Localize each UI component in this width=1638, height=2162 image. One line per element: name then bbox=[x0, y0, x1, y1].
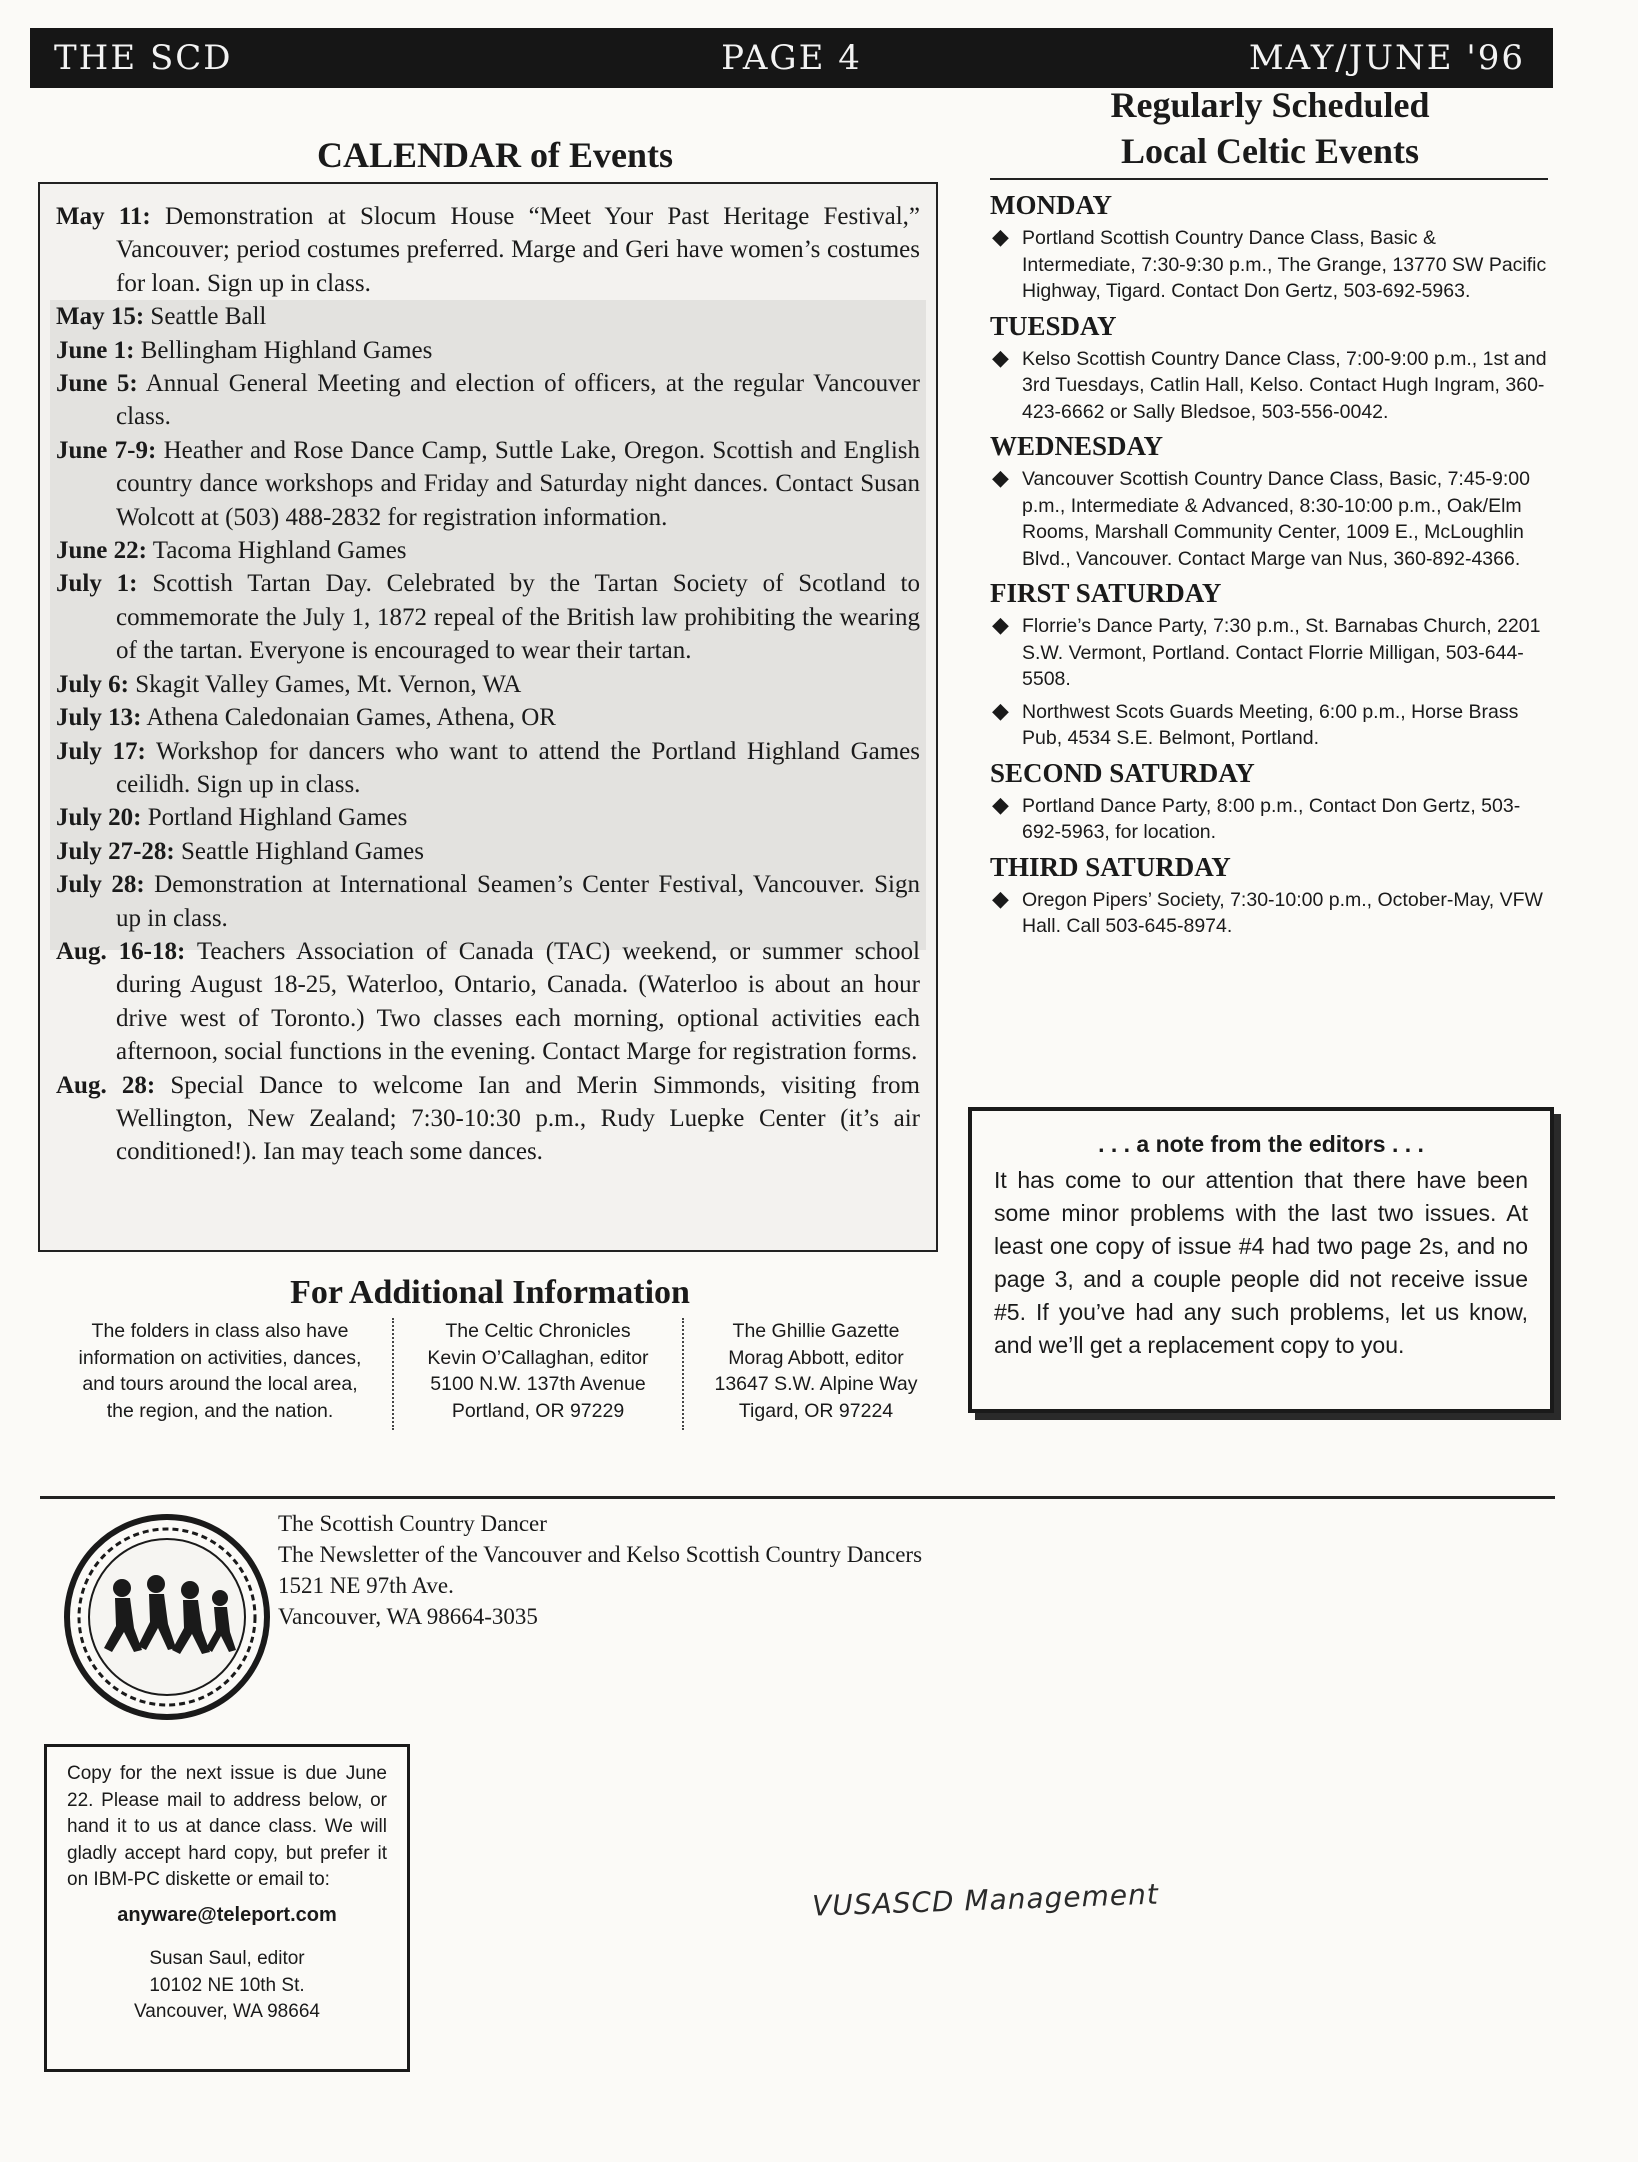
event-date: July 6: bbox=[56, 670, 129, 698]
section-divider bbox=[40, 1496, 1555, 1499]
event-date: Aug. 16-18: bbox=[56, 937, 186, 965]
dotted-divider bbox=[682, 1318, 684, 1430]
address-line: Vancouver, WA 98664 bbox=[134, 2001, 320, 2022]
calendar-event bbox=[56, 835, 920, 868]
day-heading-monday: MONDAY bbox=[990, 190, 1113, 220]
regular-event-text: Vancouver Scottish Country Dance Class, Basic, 7:45-9:00 p.m., Intermediate & Advanced, 8:30-10:00 p.m., Oak/Elm Rooms, Marshall Community Center, 1009 E., McLoughlin Blvd., Vancouver. Contact Marge van Nus, 360-892-4366. bbox=[1022, 468, 1530, 570]
regular-event-item bbox=[990, 699, 1550, 752]
masthead-line: The Scottish Country Dancer bbox=[278, 1511, 547, 1536]
day-heading-third-saturday: THIRD SATURDAY bbox=[990, 851, 1231, 882]
address-line: Susan Saul, editor bbox=[149, 1948, 305, 1969]
day-heading-first-saturday: FIRST SATURDAY bbox=[990, 578, 1222, 608]
calendar-event bbox=[56, 801, 920, 834]
calendar-event bbox=[56, 200, 920, 300]
event-text: Demonstration at International Seamen’s Center Festival, Vancouver. Sign up in class. bbox=[116, 871, 920, 932]
regular-event-text: Portland Scottish Country Dance Class, Basic & Intermediate, 7:30-9:30 p.m., The Grange, 13770 SW Pacific Highway, Tigard. Contact Don Gertz, 503-692-5963. bbox=[1022, 227, 1547, 302]
diamond-bullet-icon: ◆ bbox=[992, 224, 1009, 249]
regular-event-text: Florrie’s Dance Party, 7:30 p.m., St. Barnabas Church, 2201 S.W. Vermont, Portland. Contact Florrie Milligan, 503-644-5508. bbox=[1022, 615, 1541, 690]
event-text: Annual General Meeting and election of officers, at the regular Vancouver class. bbox=[116, 370, 920, 431]
regular-events-rule bbox=[990, 178, 1548, 180]
event-text: Bellingham Highland Games bbox=[140, 336, 433, 364]
event-text: Teachers Association of Canada (TAC) weekend, or summer school during August 18-25, Waterloo, Ontario, Canada. (Waterloo is about an hour drive west of Toronto.) Two classes each morning, optional activities each afternoon, social functions in the evening. Contact Marge for registration forms. bbox=[116, 937, 920, 1066]
newsletter-masthead bbox=[278, 1508, 1158, 1632]
calendar-title: CALENDAR of Events bbox=[316, 135, 673, 175]
regular-event-item bbox=[990, 887, 1550, 940]
event-date: July 17: bbox=[56, 737, 146, 765]
regular-event-text: Kelso Scottish Country Dance Class, 7:00-9:00 p.m., 1st and 3rd Tuesdays, Catlin Hall, Kelso. Contact Hugh Ingram, 360-423-6662 or Sally Bledsoe, 503-556-0042. bbox=[1022, 347, 1547, 423]
info-line: Portland, OR 97229 bbox=[451, 1399, 625, 1422]
diamond-bullet-icon: ◆ bbox=[992, 344, 1009, 370]
event-date: May 11: bbox=[56, 203, 151, 230]
dotted-divider bbox=[392, 1318, 394, 1430]
event-text: Seattle Ball bbox=[150, 303, 267, 331]
calendar-event bbox=[56, 735, 920, 802]
info-line: the region, and the nation. bbox=[106, 1399, 334, 1422]
info-line: information on activities, dances, bbox=[78, 1346, 362, 1369]
event-text: Demonstration at Slocum House “Meet Your Past Heritage Festival,” Vancouver; period costumes preferred. Marge and Geri have women’s costumes for loan. Sign up in class. bbox=[116, 203, 921, 297]
regular-event-item bbox=[990, 793, 1550, 846]
info-ghillie-gazette-column bbox=[686, 1318, 946, 1424]
handwritten-annotation: VUSASCD Management bbox=[811, 1877, 1160, 1923]
info-line: The folders in class also have bbox=[91, 1320, 349, 1342]
regular-event-text: Northwest Scots Guards Meeting, 6:00 p.m., Horse Brass Pub, 4534 S.E. Belmont, Portland. bbox=[1022, 700, 1519, 749]
event-date: July 28: bbox=[56, 871, 145, 899]
regular-event-text: Oregon Pipers’ Society, 7:30-10:00 p.m., October-May, VFW Hall. Call 503-645-8974. bbox=[1022, 888, 1543, 937]
editor-address bbox=[67, 1946, 387, 2026]
regular-events-title-line1: Regularly Scheduled bbox=[1110, 85, 1430, 125]
diamond-bullet-icon: ◆ bbox=[992, 697, 1009, 723]
event-text: Heather and Rose Dance Camp, Suttle Lake, Oregon. Scottish and English country dance workshops and Friday and Saturday night dances. Contact Susan Wolcott at (503) 488-2832 for registration information. bbox=[116, 436, 920, 531]
regular-event-item bbox=[990, 346, 1550, 426]
calendar-event bbox=[56, 334, 920, 367]
calendar-event-list bbox=[56, 200, 920, 1169]
diamond-bullet-icon: ◆ bbox=[992, 791, 1009, 817]
regular-event-text: Portland Dance Party, 8:00 p.m., Contact Don Gertz, 503-692-5963, for location. bbox=[1022, 794, 1521, 843]
submission-text: Copy for the next issue is due June 22. Please mail to address below, or hand it to us at dance class. We will gladly accept hard copy, but prefer it on IBM-PC diskette or email to: bbox=[67, 1763, 387, 1890]
event-date: July 20: bbox=[56, 804, 142, 832]
regular-event-item bbox=[990, 613, 1550, 693]
address-line: 10102 NE 10th St. bbox=[149, 1974, 305, 1996]
event-date: June 5: bbox=[56, 370, 138, 398]
regular-events-title bbox=[990, 82, 1550, 174]
event-date: June 22: bbox=[56, 537, 147, 565]
info-line: The Celtic Chronicles bbox=[445, 1320, 631, 1342]
submission-email: anyware@teleport.com bbox=[117, 1903, 337, 1926]
info-line: 13647 S.W. Alpine Way bbox=[714, 1373, 918, 1395]
additional-info-title: For Additional Information bbox=[290, 1274, 690, 1311]
event-text: Workshop for dancers who want to attend the Portland Highland Games ceilidh. Sign up in class. bbox=[116, 737, 920, 798]
calendar-event bbox=[56, 300, 920, 333]
event-date: June 7-9: bbox=[56, 436, 157, 464]
diamond-bullet-icon: ◆ bbox=[992, 465, 1009, 490]
calendar-event bbox=[56, 567, 920, 667]
calendar-event bbox=[56, 701, 920, 734]
diamond-bullet-icon: ◆ bbox=[992, 612, 1009, 637]
info-celtic-chronicles-column bbox=[398, 1318, 678, 1424]
day-heading-tuesday: TUESDAY bbox=[990, 310, 1117, 341]
header-newsletter-name: THE SCD bbox=[54, 38, 233, 78]
event-text: Skagit Valley Games, Mt. Vernon, WA bbox=[135, 670, 522, 698]
editors-note-box bbox=[968, 1107, 1554, 1413]
dancers-logo-icon bbox=[60, 1510, 274, 1724]
info-line: Kevin O’Callaghan, editor bbox=[427, 1346, 649, 1369]
info-line: and tours around the local area, bbox=[82, 1373, 358, 1395]
regular-event-item bbox=[990, 466, 1550, 572]
info-line: Morag Abbott, editor bbox=[728, 1346, 904, 1369]
masthead-line: Vancouver, WA 98664-3035 bbox=[278, 1604, 538, 1629]
event-text: Special Dance to welcome Ian and Merin Simmonds, visiting from Wellington, New Zealand; 7:30-10:30 p.m., Rudy Luepke Center (it’s air conditioned!). Ian may teach some dances. bbox=[116, 1071, 920, 1166]
event-date: July 1: bbox=[56, 570, 138, 598]
info-folders-column bbox=[50, 1318, 390, 1424]
page-header-bar bbox=[30, 28, 1553, 88]
editors-note-title: . . . a note from the editors . . . bbox=[1098, 1131, 1424, 1157]
calendar-event bbox=[56, 668, 920, 701]
event-text: Tacoma Highland Games bbox=[152, 537, 407, 565]
editors-note-body: It has come to our attention that there have been some minor problems with the last two issues. At least one copy of issue #4 had two page 2s, and no page 3, and a couple people did not receive issue #5. If you’ve had any such problems, let us know, and we’ll get a replacement copy to you. bbox=[994, 1167, 1528, 1358]
regular-events-title-line2: Local Celtic Events bbox=[1121, 131, 1419, 171]
event-date: May 15: bbox=[56, 303, 145, 331]
event-date: July 27-28: bbox=[56, 837, 175, 865]
event-text: Portland Highland Games bbox=[147, 804, 408, 832]
info-line: Tigard, OR 97224 bbox=[738, 1399, 894, 1422]
info-line: The Ghillie Gazette bbox=[732, 1320, 900, 1342]
calendar-event bbox=[56, 1069, 920, 1169]
masthead-line: 1521 NE 97th Ave. bbox=[278, 1573, 454, 1598]
calendar-event bbox=[56, 935, 920, 1069]
event-date: Aug. 28: bbox=[56, 1071, 156, 1099]
diamond-bullet-icon: ◆ bbox=[992, 885, 1009, 911]
info-line: 5100 N.W. 137th Avenue bbox=[430, 1373, 646, 1395]
calendar-event bbox=[56, 534, 920, 567]
calendar-event bbox=[56, 367, 920, 434]
event-text: Seattle Highland Games bbox=[181, 837, 424, 865]
calendar-event bbox=[56, 868, 920, 935]
header-page-number: PAGE 4 bbox=[721, 38, 862, 78]
event-text: Scottish Tartan Day. Celebrated by the Tartan Society of Scotland to commemorate the July 1, 1872 repeal of the British law prohibiting the wearing of the tartan. Everyone is encouraged to wear their tartan. bbox=[116, 570, 921, 665]
day-heading-wednesday: WEDNESDAY bbox=[990, 431, 1164, 461]
header-issue-date: MAY/JUNE '96 bbox=[1248, 38, 1525, 78]
event-date: June 1: bbox=[56, 336, 135, 364]
regular-event-item bbox=[990, 225, 1550, 305]
event-date: July 13: bbox=[56, 704, 142, 732]
event-text: Athena Caledonaian Games, Athena, OR bbox=[146, 704, 556, 732]
day-heading-second-saturday: SECOND SATURDAY bbox=[990, 757, 1255, 788]
submission-info-box bbox=[44, 1744, 410, 2072]
masthead-line: The Newsletter of the Vancouver and Kelso Scottish Country Dancers bbox=[278, 1542, 923, 1567]
calendar-event bbox=[56, 434, 920, 534]
regular-events-list bbox=[990, 186, 1550, 946]
